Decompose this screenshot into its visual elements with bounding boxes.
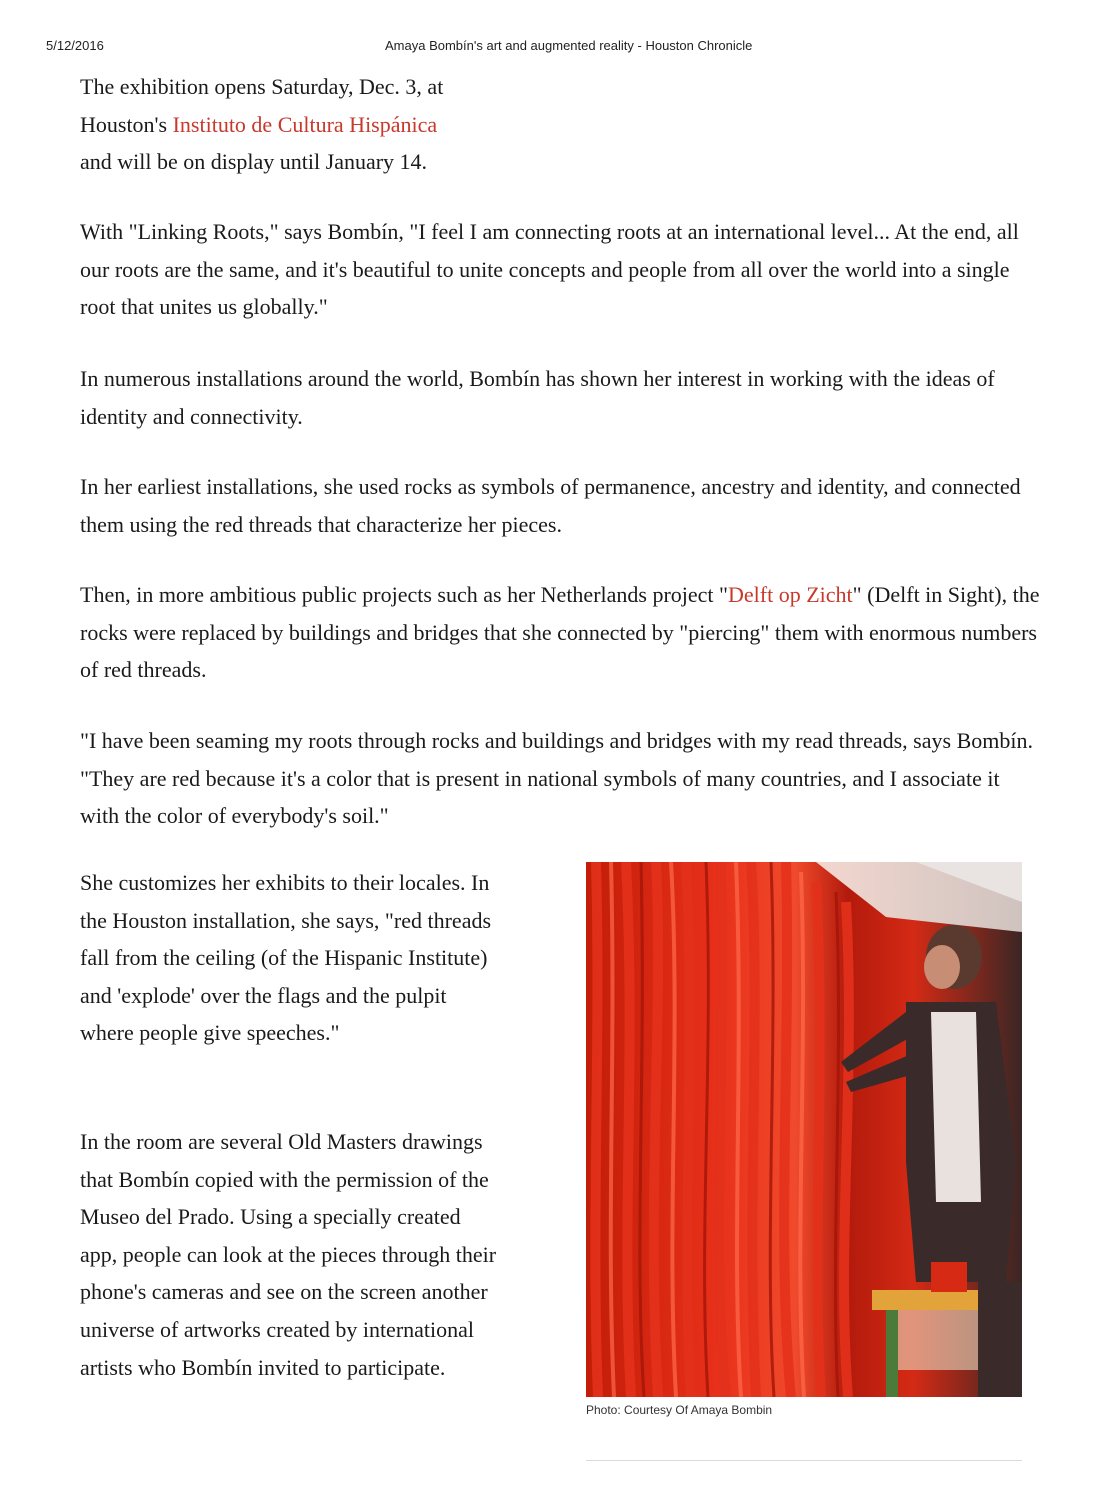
paragraph-houston-installation: She customizes her exhibits to their locales. In the Houston installation, she says, "red threads fall from the ceiling (of the Hispanic Institute) and 'explode' over the flags and the pulpit where people give speeches." [80, 870, 492, 1046]
paragraph-installations: In numerous installations around the world, Bombín has shown her interest in working with the ideas of identity and connectivity. [80, 366, 995, 429]
paragraph-exhibition-dates [80, 68, 1040, 181]
intro-line-1: The exhibition opens Saturday, Dec. 3, at [80, 74, 444, 99]
photo-illustration [586, 862, 1022, 1397]
article-photo-block [586, 862, 1022, 1417]
print-header [0, 38, 1101, 58]
photo-caption: Photo: Courtesy Of Amaya Bombin [586, 1403, 773, 1417]
delft-op-zicht-link[interactable]: Delft op Zicht [728, 582, 853, 607]
print-page-title: Amaya Bombín's art and augmented reality - Houston Chronicle [385, 38, 753, 53]
print-date: 5/12/2016 [46, 38, 104, 53]
paragraph-linking-roots: With "Linking Roots," says Bombín, "I feel I am connecting roots at an international level... At the end, all our roots are the same, and it's beautiful to unite concepts and people from all over the world into a single root that unites us globally." [80, 219, 1019, 320]
divider [586, 1460, 1022, 1461]
paragraph-earliest-installations: In her earliest installations, she used rocks as symbols of permanence, ancestry and identity, and connected them using the red threads that characterize her pieces. [80, 474, 1021, 537]
delft-text-prefix: Then, in more ambitious public projects such as her Netherlands project " [80, 582, 729, 607]
intro-line-3: and will be on display until January 14. [80, 149, 428, 175]
paragraph-old-masters-app: In the room are several Old Masters drawings that Bombín copied with the permission of the Museo del Prado. Using a specially created app, people can look at the pieces through their phone's cameras and see on the screen another universe of artworks created by international artists who Bombín invited to participate. [80, 1129, 497, 1380]
paragraph-red-threads-quote: "I have been seaming my roots through rocks and buildings and bridges with my read threads, says Bombín. "They are red because it's a color that is present in national symbols of many countries, and I associate it with the color of everybody's soil." [80, 728, 1033, 829]
intro-line-2-prefix: Houston's [80, 111, 173, 137]
delft-text-suffix: " (Delft in Sight), the rocks were replaced by buildings and bridges that she connected by "piercing" them with enormous numbers of red threads. [80, 582, 1040, 683]
paragraph-delft-project [80, 576, 1040, 689]
instituto-link[interactable]: Instituto de Cultura Hispánica [172, 111, 438, 137]
red-threads-installation-photo [586, 862, 1022, 1397]
